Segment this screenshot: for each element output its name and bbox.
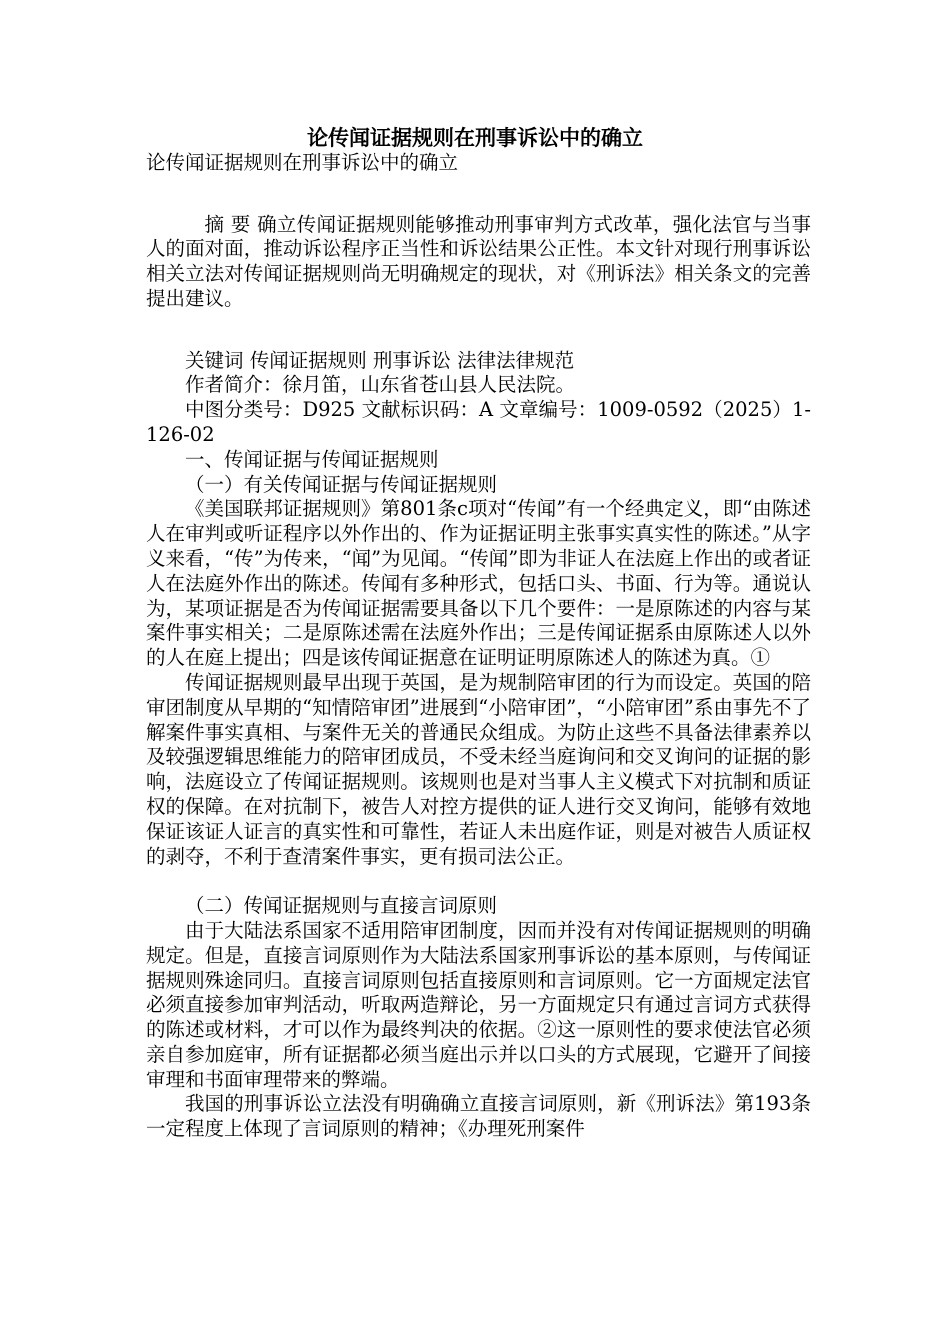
author-line: 作者简介：徐月笛，山东省苍山县人民法院。 [185, 373, 576, 397]
body-paragraph: 《美国联邦证据规则》第801条c项对“传闻”有一个经典定义，即“由陈述人在审判或听证程序以外作出的、作为证据证明主张事实真实性的陈述。”从字义来看，“传”为传来，“闻”为见闻。“传闻”即为非证人在法庭上作出的或者证人在法庭外作出的陈述。传闻有多种形式，包括口头、书面、行为等。通说认为，某项证据是否为传闻证据需要具备以下几个要件：一是原陈述的内容与某案件事实相关；二是原陈述需在法庭外作出；三是传闻证据系由原陈述人以外的人在庭上提出；四是该传闻证据意在证明证明原陈述人的陈述为真。① [146, 497, 811, 670]
document-title: 论传闻证据规则在刑事诉讼中的确立 [307, 126, 643, 150]
body-paragraph: 由于大陆法系国家不适用陪审团制度，因而并没有对传闻证据规则的明确规定。但是，直接言词原则作为大陆法系国家刑事诉讼的基本原则，与传闻证据规则殊途同归。直接言词原则包括直接原则和言词原则。它一方面规定法官必须直接参加审判活动，听取两造辩论，另一方面规定只有通过言词方式获得的陈述或材料，才可以作为最终判决的依据。②这一原则性的要求使法官必须亲自参加庭审，所有证据都必须当庭出示并以口头的方式展现，它避开了间接审理和书面审理带来的弊端。 [146, 918, 811, 1091]
classification-line: 中图分类号：D925 文献标识码：A 文章编号：1009-0592（2025）1-126-02 [146, 398, 811, 446]
section-heading: 一、传闻证据与传闻证据规则 [185, 447, 439, 471]
document-subtitle: 论传闻证据规则在刑事诉讼中的确立 [146, 151, 459, 174]
subsection-heading: （二）传闻证据规则与直接言词原则 [185, 894, 498, 918]
spacer [146, 869, 811, 894]
abstract-paragraph: 摘 要 确立传闻证据规则能够推动刑事审判方式改革，强化法官与当事人的面对面，推动诉讼程序正当性和诉讼结果公正性。本文针对现行刑事诉讼相关立法对传闻证据规则尚无明确规定的现状，对《刑诉法》相关条文的完善提出建议。 [146, 212, 811, 310]
subsection-heading: （一）有关传闻证据与传闻证据规则 [185, 472, 498, 496]
spacer [146, 337, 811, 349]
spacer [146, 176, 811, 201]
spacer [146, 201, 811, 213]
body-paragraph: 传闻证据规则最早出现于英国，是为规制陪审团的行为而设定。英国的陪审团制度从早期的“知情陪审团”进展到“小陪审团”，“小陪审团”系由事先不了解案件事实真相、与案件无关的普通民众组成。为防止这些不具备法律素养以及较强逻辑思维能力的陪审团成员，不受未经当庭询问和交叉询问的证据的影响，法庭设立了传闻证据规则。该规则也是对当事人主义模式下对抗制和质证权的保障。在对抗制下，被告人对控方提供的证人进行交叉询问，能够有效地保证该证人证言的真实性和可靠性，若证人未出庭作证，则是对被告人质证权的剥夺，不利于查清案件事实，更有损司法公正。 [146, 670, 811, 868]
spacer [146, 312, 811, 337]
keywords-line: 关键词 传闻证据规则 刑事诉讼 法律法律规范 [185, 348, 575, 372]
document-body [146, 151, 811, 1142]
body-paragraph: 我国的刑事诉讼立法没有明确确立直接言词原则，新《刑诉法》第193条一定程度上体现了言词原则的精神；《办理死刑案件 [146, 1092, 811, 1141]
